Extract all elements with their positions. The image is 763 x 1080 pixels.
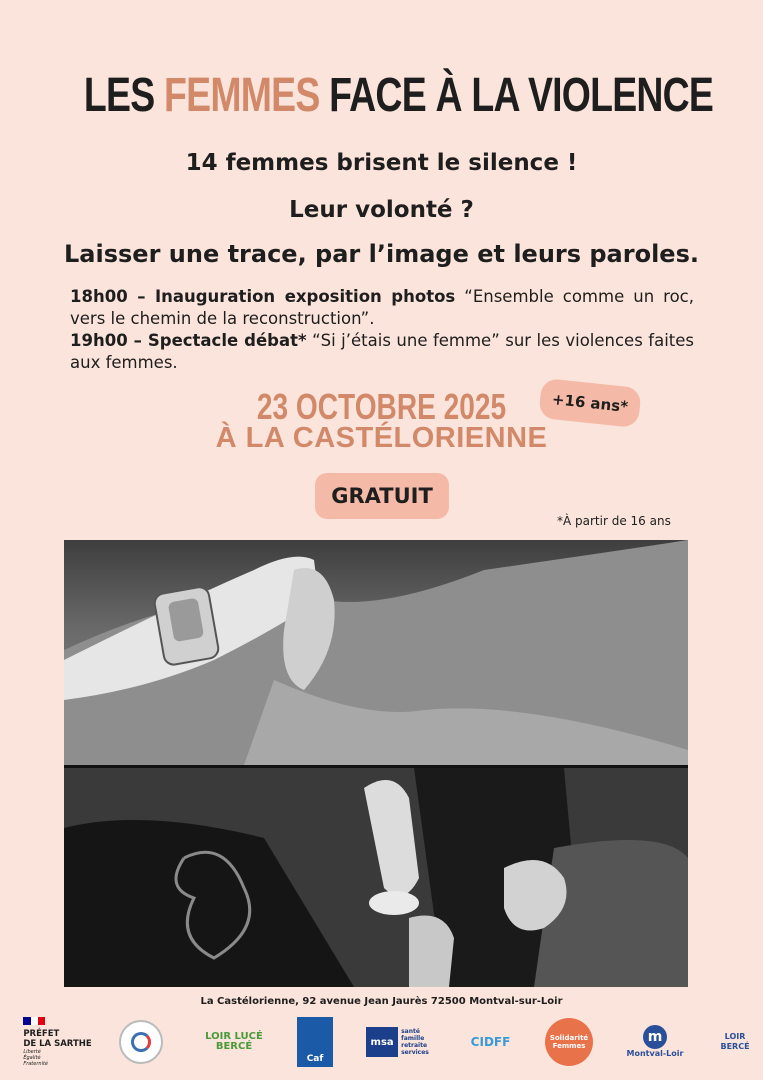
loir-luce-label: LOIR LUCÉ BERCÉ — [205, 1031, 263, 1052]
event-venue: À LA CASTÉLORIENNE — [215, 422, 548, 454]
price-badge: GRATUIT — [315, 473, 449, 519]
program-item-1 — [70, 286, 694, 330]
cidff-label: CIDFF — [470, 1035, 511, 1049]
program-time-2: 19h00 – Spectacle débat* — [70, 331, 307, 350]
title-accent: FEMMES — [164, 69, 320, 122]
subtitle-2: Leur volonté ? — [289, 197, 474, 223]
program-item-2 — [70, 330, 694, 374]
venue-address: La Castélorienne, 92 avenue Jean Jaurès 72500 Montval-sur-Loir — [200, 996, 563, 1007]
loir-luce-berce-logo — [200, 1014, 268, 1070]
msa-logo: msa santé famille retraite services — [360, 1014, 435, 1070]
age-note: *À partir de 16 ans — [557, 514, 671, 528]
event-date: 23 OCTOBRE 2025 — [256, 386, 507, 427]
partner-logo-circle — [118, 1014, 163, 1070]
program-desc-2: “Si j’étais une femme” sur les violences faites aux femmes. — [70, 331, 694, 372]
photo-joined-hands-illustration — [64, 768, 688, 987]
title-part2: FACE À LA VIOLENCE — [329, 69, 714, 122]
msa-label: santé famille retraite services — [401, 1028, 429, 1056]
prefet-motto: Liberté Égalité Fraternité — [23, 1049, 48, 1067]
solidarite-femmes-logo — [543, 1014, 595, 1070]
caf-label: Caf — [297, 1017, 333, 1067]
program-time-1: 18h00 – Inauguration exposition photos — [70, 287, 456, 306]
photo-hand-shirt — [64, 540, 688, 765]
solidarite-label: Solidarité Femmes — [549, 1034, 589, 1050]
photo-hand-shirt-illustration — [64, 540, 688, 765]
loir-berce-label: LOIR BERCÉ — [720, 1032, 750, 1051]
montval-label: Montval-Loir — [626, 1049, 684, 1058]
poster-title — [83, 68, 714, 123]
subtitle-3: Laisser une trace, par l’image et leurs paroles. — [64, 240, 699, 268]
photo-joined-hands — [64, 768, 688, 987]
loir-berce-logo — [715, 1014, 755, 1070]
title-part1: LES — [83, 69, 155, 122]
subtitle-1: 14 femmes brisent le silence ! — [185, 150, 578, 176]
prefet-label: PRÉFET DE LA SARTHE — [23, 1029, 92, 1049]
caf-logo — [295, 1014, 335, 1070]
montval-logo: m Montval-Loir — [622, 1014, 688, 1070]
prefet-logo — [15, 1014, 100, 1070]
cidff-logo — [463, 1014, 518, 1070]
program-desc-1: “Ensemble comme un roc, vers le chemin de la reconstruction”. — [70, 287, 695, 328]
age-badge: +16 ans* — [538, 378, 642, 428]
